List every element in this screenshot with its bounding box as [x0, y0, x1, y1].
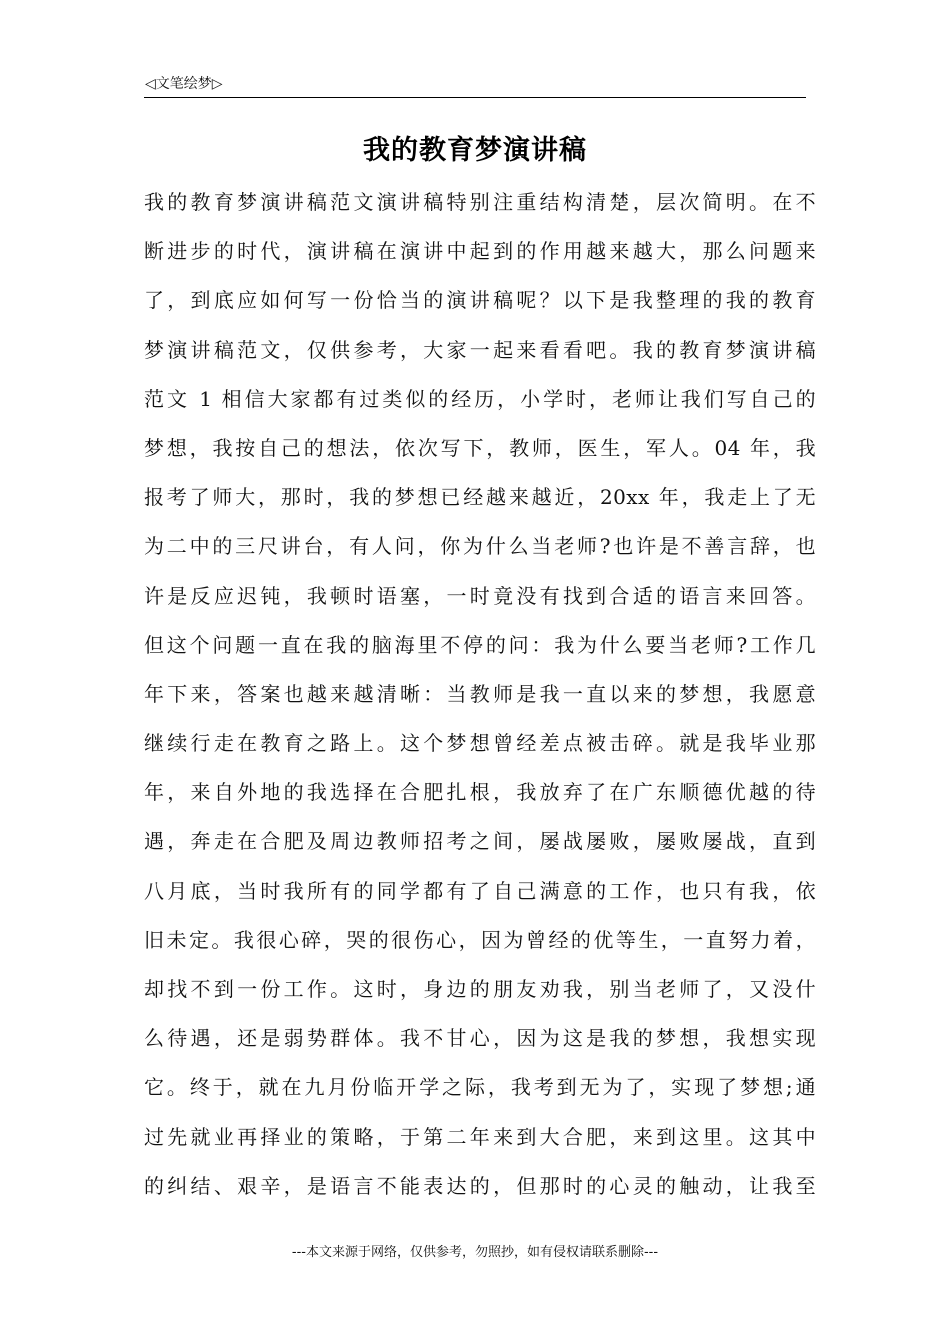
- footer-disclaimer: ---本文来源于网络，仅供参考，勿照抄，如有侵权请联系删除---: [291, 1245, 659, 1260]
- header-label: ◁文笔绘梦▷: [145, 76, 223, 92]
- body-line: 却找不到一份工作。这时，身边的朋友劝我，别当老师了，又没什: [144, 977, 816, 1001]
- body-line: 梦想，我按自己的想法，依次写下，教师，医生，军人。04 年，我: [144, 435, 816, 460]
- body-line: 年下来，答案也越来越清晰：当教师是我一直以来的梦想，我愿意: [144, 681, 816, 706]
- body-line: 但这个问题一直在我的脑海里不停的问：我为什么要当老师?工作几: [144, 632, 816, 657]
- body-line: 遇，奔走在合肥及周边教师招考之间，屡战屡败，屡败屡战，直到: [144, 829, 816, 854]
- body-line: 年，来自外地的我选择在合肥扎根，我放弃了在广东顺德优越的待: [144, 780, 816, 805]
- body-line: 旧未定。我很心碎，哭的很伤心，因为曾经的优等生，一直努力着，: [144, 927, 816, 952]
- body-line: 的纠结、艰辛，是语言不能表达的，但那时的心灵的触动，让我至: [144, 1173, 816, 1198]
- body-line: 了，到底应如何写一份恰当的演讲稿呢？以下是我整理的我的教育: [144, 288, 816, 313]
- body-line: 许是反应迟钝，我顿时语塞，一时竟没有找到合适的语言来回答。: [144, 583, 816, 608]
- body-line: 么待遇，还是弱势群体。我不甘心，因为这是我的梦想，我想实现: [144, 1026, 816, 1051]
- body-line: 它。终于，就在九月份临开学之际，我考到无为了，实现了梦想;通: [144, 1075, 816, 1100]
- body-line: 范文 1 相信大家都有过类似的经历，小学时，老师让我们写自己的: [144, 386, 816, 411]
- header-divider: [144, 97, 806, 98]
- body-line: 为二中的三尺讲台，有人问，你为什么当老师?也许是不善言辞，也: [144, 534, 816, 559]
- body-line: 梦演讲稿范文，仅供参考，大家一起来看看吧。我的教育梦演讲稿: [144, 337, 816, 362]
- body-line: 八月底，当时我所有的同学都有了自己满意的工作，也只有我，依: [144, 878, 816, 903]
- body-line: 我的教育梦演讲稿范文演讲稿特别注重结构清楚，层次简明。在不: [144, 190, 816, 214]
- body-line: 继续行走在教育之路上。这个梦想曾经差点被击碎。就是我毕业那: [144, 731, 816, 756]
- body-line: 过先就业再择业的策略，于第二年来到大合肥，来到这里。这其中: [144, 1124, 816, 1149]
- document-title: 我的教育梦演讲稿: [363, 135, 587, 166]
- document-body: [144, 178, 816, 1211]
- body-line: 报考了师大，那时，我的梦想已经越来越近，20xx 年，我走上了无: [144, 485, 816, 510]
- body-line: 断进步的时代，演讲稿在演讲中起到的作用越来越大，那么问题来: [144, 239, 816, 264]
